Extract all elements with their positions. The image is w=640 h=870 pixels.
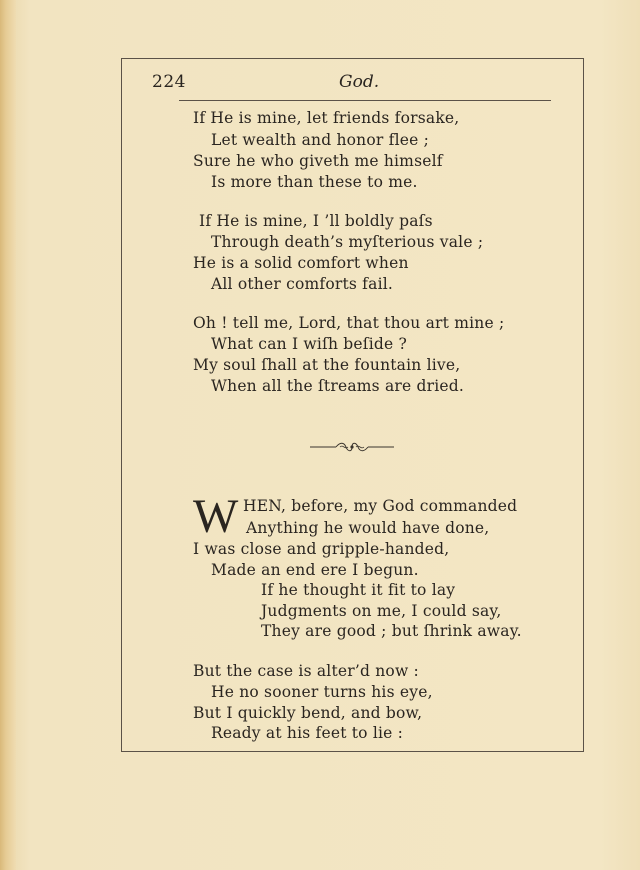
verse-line: Oh ! tell me, Lord, that thou art mine ; — [193, 314, 505, 332]
verse-line: Through death’s myſterious vale ; — [211, 233, 484, 251]
verse-line: What can I wiſh beſide ? — [211, 335, 407, 353]
verse-line: If He is mine, let friends forsake, — [193, 109, 460, 127]
verse-line: Anything he would have done, — [246, 519, 490, 537]
verse-line: If he thought it fit to lay — [261, 581, 456, 599]
verse-line: All other comforts fail. — [211, 275, 394, 293]
verse-line: He is a solid comfort when — [193, 254, 409, 272]
verse-line: They are good ; but ſhrink away. — [261, 622, 522, 640]
verse-line: But the case is alter’d now : — [193, 662, 419, 680]
page-number: 224 — [152, 72, 186, 92]
verse-line: Made an end ere I begun. — [211, 561, 419, 579]
header-rule — [179, 100, 551, 101]
verse-line: Let wealth and honor flee ; — [211, 131, 430, 149]
running-head-title: God. — [339, 72, 380, 92]
verse-line: When all the ſtreams are dried. — [211, 377, 465, 395]
verse-line: Judgments on me, I could say, — [261, 602, 502, 620]
verse-line: Ready at his feet to lie : — [211, 724, 404, 742]
verse-line: My soul ſhall at the fountain live, — [193, 356, 461, 374]
page-spine-edge — [0, 0, 16, 870]
verse-line: Sure he who giveth me himself — [193, 152, 443, 170]
verse-line: But I quickly bend, and bow, — [193, 704, 423, 722]
verse-line: He no sooner turns his eye, — [211, 683, 433, 701]
verse-line: If He is mine, I ’ll boldly paſs — [199, 212, 433, 230]
verse-line: I was close and gripple-handed, — [193, 540, 450, 558]
verse-line: HEN, before, my God commanded — [243, 497, 518, 515]
fleuron-ornament-icon — [310, 440, 394, 454]
drop-cap: W — [193, 490, 239, 543]
verse-line: Is more than these to me. — [211, 173, 418, 191]
